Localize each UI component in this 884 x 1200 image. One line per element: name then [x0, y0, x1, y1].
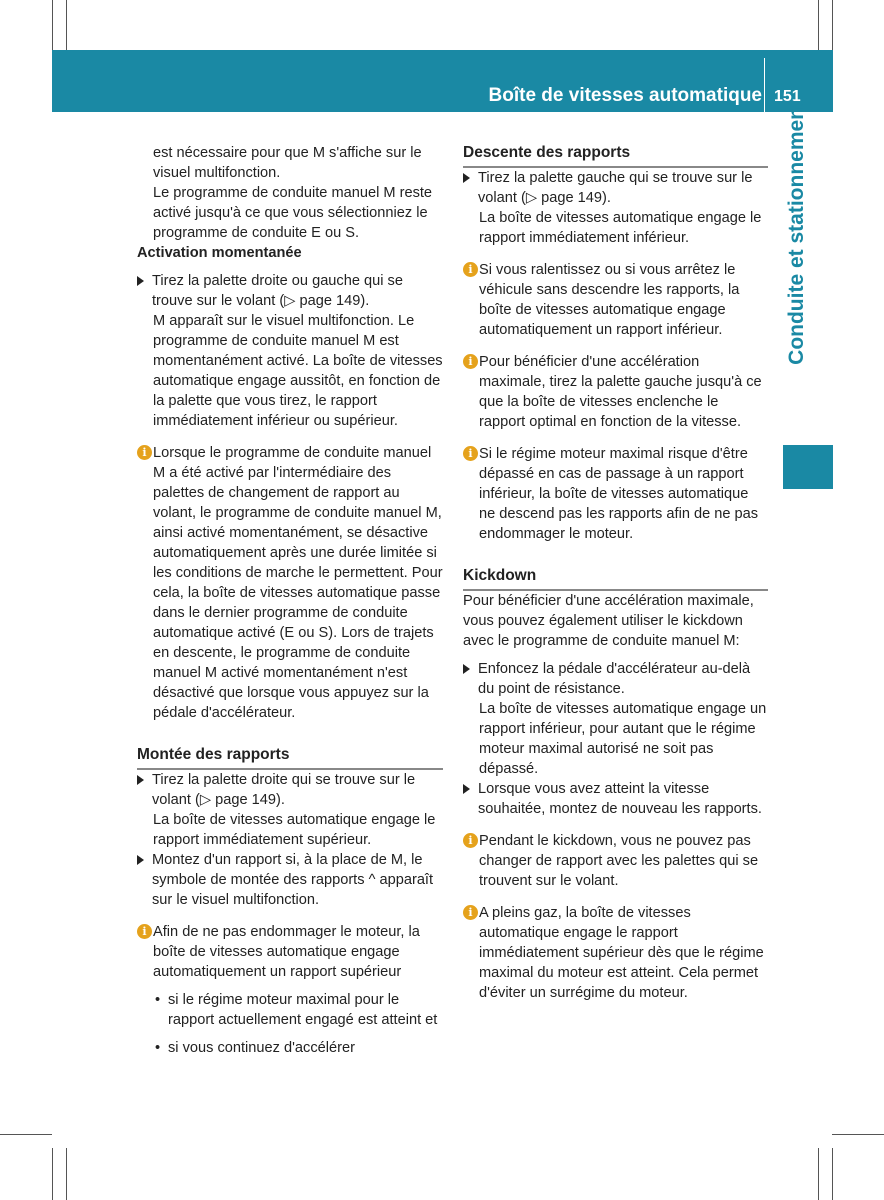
info-note — [463, 831, 768, 891]
crop-mark — [832, 0, 833, 50]
crop-mark — [832, 1148, 833, 1200]
arrow-right-triangle-icon — [137, 855, 144, 865]
info-icon: i — [463, 446, 478, 461]
arrow-right-triangle-icon — [137, 276, 144, 286]
paragraph: Pour bénéficier d'une accélération maximale, vous pouvez également utiliser le kickdown avec le programme de conduite manuel M: — [463, 593, 754, 649]
bullet-dot: • — [155, 1040, 161, 1056]
step-text: Tirez la palette gauche qui se trouve sur le volant (▷ page 149). — [478, 170, 753, 206]
step-text: Montez d'un rapport si, à la place de M, le symbole de montée des rapports ^ apparaît sur le visuel multifonction. — [152, 852, 434, 908]
info-text: Afin de ne pas endommager le moteur, la boîte de vitesses automatique engage automatiquement un rapport supérieur — [153, 924, 420, 980]
list-item — [137, 990, 443, 1030]
section-heading: Descente des rapports — [463, 143, 768, 168]
info-note — [463, 903, 768, 1003]
side-tab-marker — [783, 445, 833, 489]
step-result: La boîte de vitesses automatique engage le rapport immédiatement inférieur. — [479, 210, 762, 246]
crop-mark — [818, 0, 819, 50]
paragraph: est nécessaire pour que M s'affiche sur le visuel multifonction. — [153, 145, 422, 181]
info-note — [137, 922, 443, 982]
step-text: Tirez la palette droite ou gauche qui se trouve sur le volant (▷ page 149). — [152, 273, 403, 309]
page-number: 151 — [774, 88, 801, 105]
page-title: Boîte de vitesses automatique — [488, 85, 762, 106]
section-heading: Kickdown — [463, 566, 768, 591]
instruction-step — [463, 659, 768, 699]
step-text: Lorsque vous avez atteint la vitesse souhaitée, montez de nouveau les rapports. — [478, 781, 762, 817]
step-result: La boîte de vitesses automatique engage un rapport inférieur, pour autant que le régime moteur maximal autorisé ne soit pas dépassé. — [479, 701, 767, 777]
arrow-right-triangle-icon — [463, 784, 470, 794]
section-subheading: Activation momentanée — [137, 245, 302, 261]
header-divider — [764, 58, 765, 112]
info-note — [463, 444, 768, 544]
info-icon: i — [137, 924, 152, 939]
arrow-right-triangle-icon — [463, 664, 470, 674]
instruction-step — [137, 770, 443, 810]
paragraph: Le programme de conduite manuel M reste activé jusqu'à ce que vous sélectionniez le programme de conduite E ou S. — [153, 185, 433, 241]
info-text: A pleins gaz, la boîte de vitesses automatique engage le rapport immédiatement supérieur dès que le régime maximal du moteur est atteint. Cela permet d'éviter un surrégime du moteur. — [479, 905, 764, 1001]
list-item — [137, 1038, 443, 1058]
instruction-step — [463, 168, 768, 208]
crop-mark — [52, 0, 53, 50]
crop-mark — [832, 1134, 884, 1135]
crop-mark — [818, 1148, 819, 1200]
info-text: Si vous ralentissez ou si vous arrêtez le véhicule sans descendre les rapports, la boîte de vitesses automatique engage automatiquement un rapport inférieur. — [479, 262, 740, 338]
arrow-right-triangle-icon — [463, 173, 470, 183]
info-text: Pendant le kickdown, vous ne pouvez pas changer de rapport avec les palettes qui se trouvent sur le volant. — [479, 833, 759, 889]
list-item-text: si le régime moteur maximal pour le rapport actuellement engagé est atteint et — [168, 992, 438, 1028]
step-result: La boîte de vitesses automatique engage le rapport immédiatement supérieur. — [153, 812, 436, 848]
info-text: Pour bénéficier d'une accélération maximale, tirez la palette gauche jusqu'à ce que la boîte de vitesses enclenche le rapport optimal en fonction de la vitesse. — [479, 354, 762, 430]
arrow-right-triangle-icon — [137, 775, 144, 785]
crop-mark — [52, 1148, 53, 1200]
right-column — [463, 143, 768, 1003]
step-result: M apparaît sur le visuel multifonction. Le programme de conduite manuel M est momentanément activé. La boîte de vitesses automatique engage aussitôt, en fonction de la palette que vous tirez, le rapport immédiatement inférieur ou supérieur. — [153, 313, 443, 429]
info-text: Si le régime moteur maximal risque d'être dépassé en cas de passage à un rapport inférieur, la boîte de vitesses automatique ne descend pas les rapports afin de ne pas endommager le moteur. — [479, 446, 759, 542]
list-item-text: si vous continuez d'accélérer — [168, 1040, 355, 1056]
info-icon: i — [463, 905, 478, 920]
info-icon: i — [137, 445, 152, 460]
info-icon: i — [463, 354, 478, 369]
step-text: Enfoncez la pédale d'accélérateur au-delà du point de résistance. — [478, 661, 751, 697]
instruction-step — [137, 850, 443, 910]
info-icon: i — [463, 262, 478, 277]
instruction-step — [137, 271, 443, 311]
info-note — [137, 443, 443, 723]
step-text: Tirez la palette droite qui se trouve sur le volant (▷ page 149). — [152, 772, 416, 808]
instruction-step — [463, 779, 768, 819]
info-note — [463, 260, 768, 340]
info-icon: i — [463, 833, 478, 848]
info-text: Lorsque le programme de conduite manuel M a été activé par l'intermédiaire des palettes de changement de rapport au volant, le programme de conduite manuel M, ainsi activé momentanément, se désactive automatiquement après une durée limitée si les conditions de marche le permettent. Pour cela, la boîte de vitesses automatique passe dans le dernier programme de conduite automatique activé (E ou S). Lors de trajets en descente, le programme de conduite manuel M activé momentanément n'est désactivé que lorsque vous appuyez sur la pédale d'accélérateur. — [153, 445, 443, 721]
left-column — [137, 143, 443, 1058]
bullet-dot: • — [155, 992, 161, 1008]
info-note — [463, 352, 768, 432]
side-tab-label: Conduite et stationnement — [785, 100, 808, 365]
section-heading: Montée des rapports — [137, 745, 443, 770]
crop-mark — [66, 0, 67, 50]
crop-mark — [0, 1134, 52, 1135]
crop-mark — [66, 1148, 67, 1200]
